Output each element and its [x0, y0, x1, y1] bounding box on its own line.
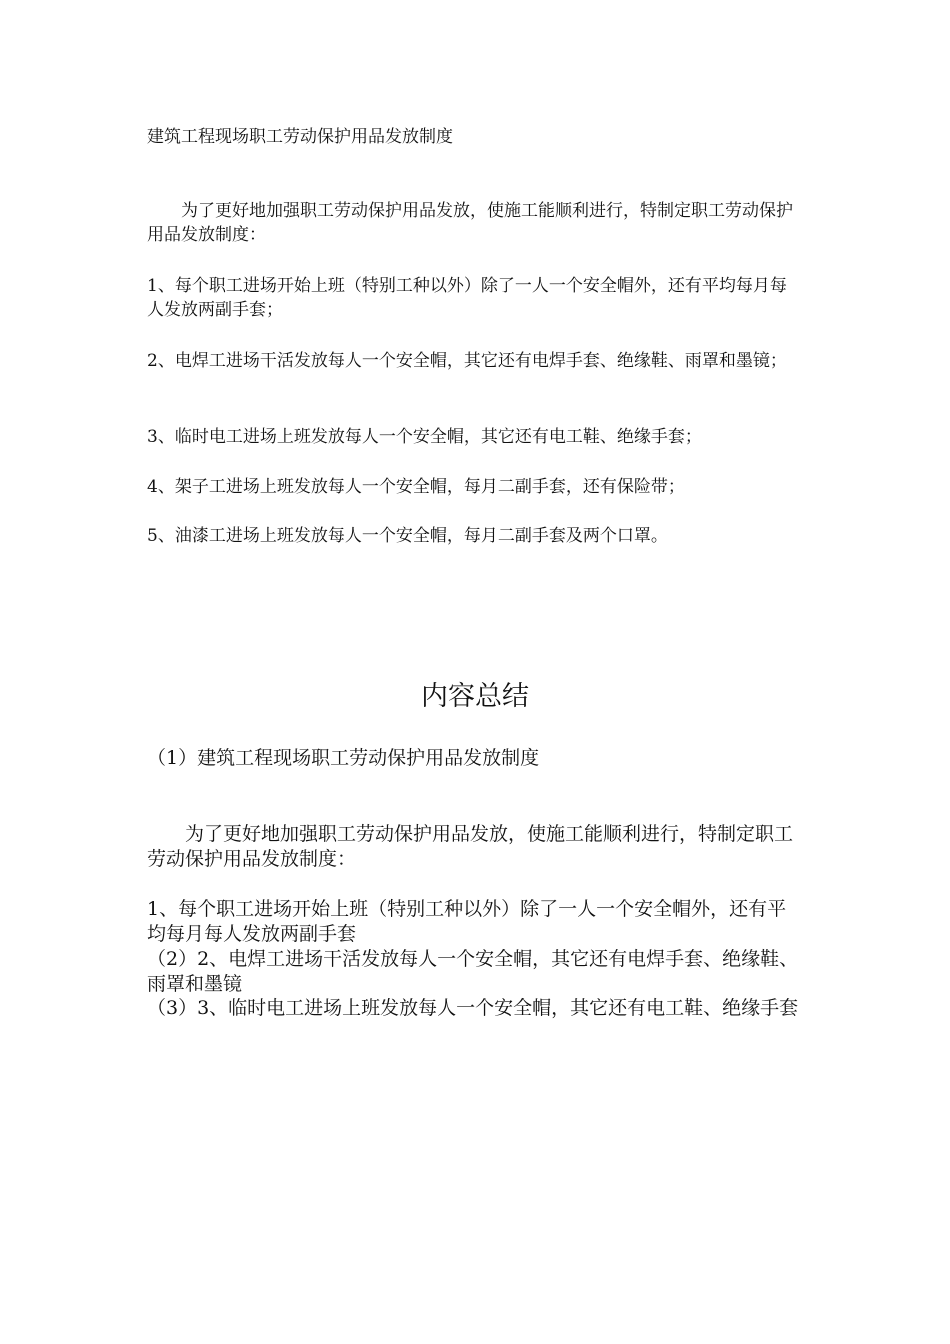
summary-intro-paragraph: 为了更好地加强职工劳动保护用品发放，使施工能顺利进行，特制定职工劳动保护用品发放制度：: [147, 823, 794, 870]
summary-item-1: 1、每个职工进场开始上班（特别工种以外）除了一人一个安全帽外，还有平均每月每人发放两副手套: [147, 898, 787, 945]
document-title: 建筑工程现场职工劳动保护用品发放制度: [147, 127, 453, 147]
rule-item-3: 3、临时电工进场上班发放每人一个安全帽，其它还有电工鞋、绝缘手套；: [147, 427, 702, 447]
summary-title: （1）建筑工程现场职工劳动保护用品发放制度: [147, 747, 540, 769]
rule-item-2: 2、电焊工进场干活发放每人一个安全帽，其它还有电焊手套、绝缘鞋、雨罩和墨镜；: [147, 351, 787, 371]
summary-heading: 内容总结: [421, 681, 529, 712]
rule-item-5: 5、油漆工进场上班发放每人一个安全帽，每月二副手套及两个口罩。: [147, 526, 668, 546]
rule-item-4: 4、架子工进场上班发放每人一个安全帽，每月二副手套，还有保险带；: [147, 477, 685, 497]
summary-item-2: （2）2、电焊工进场干活发放每人一个安全帽，其它还有电焊手套、绝缘鞋、雨罩和墨镜: [147, 948, 799, 995]
rule-item-1: 1、每个职工进场开始上班（特别工种以外）除了一人一个安全帽外，还有平均每月每人发放两副手套；: [147, 276, 787, 320]
summary-item-3: （3）3、临时电工进场上班发放每人一个安全帽，其它还有电工鞋、绝缘手套: [147, 997, 799, 1019]
intro-paragraph: 为了更好地加强职工劳动保护用品发放，使施工能顺利进行，特制定职工劳动保护用品发放制度：: [147, 201, 793, 245]
